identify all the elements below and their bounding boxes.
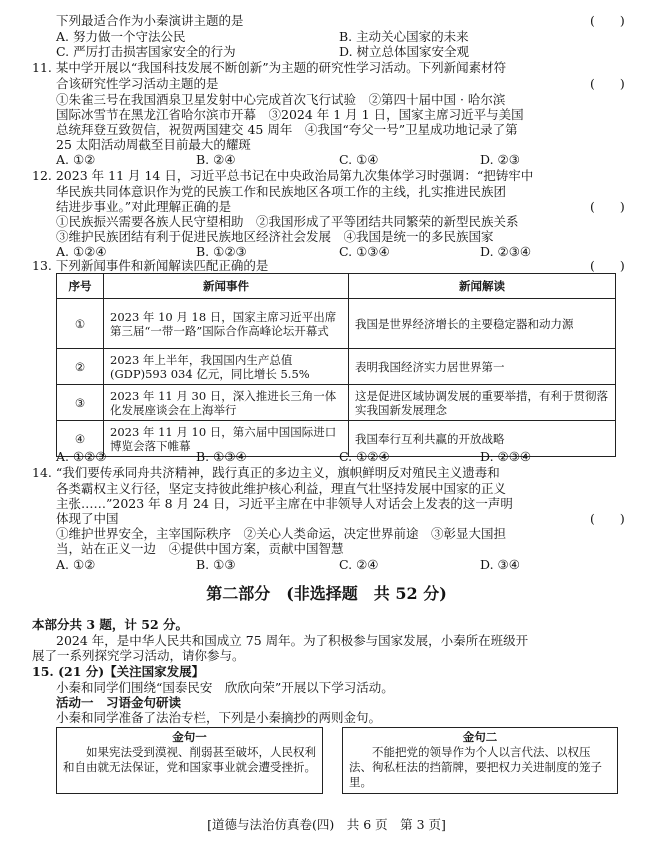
q10-paren: ( ) (590, 13, 625, 28)
q10-option-d: D. 树立总体国家安全观 (339, 44, 470, 59)
q11-line: 11. 某中学开展以“我国科技发展不断创新”为主题的研究性学习活动。下列新闻素材符 (32, 60, 507, 75)
q15-heading: 15. (21 分)【关注国家发展】 (32, 664, 205, 679)
row-number: ③ (57, 385, 104, 421)
q13-stem: 13. 下列新闻事件和新闻解读匹配正确的是 (32, 258, 269, 273)
column-header: 序号 (57, 274, 104, 299)
news-interpretation: 这是促进区域协调发展的重要举措，有利于贯彻落实我国新发展理念 (349, 385, 616, 421)
section-note: 本部分共 3 题，计 52 分。 (32, 617, 189, 632)
quote-body: 如果宪法受到漠视、削弱甚至破坏，人民权利和自由就无法保证，党和国家事业就会遭受挫折。 (63, 745, 316, 774)
q14-line: 14. “我们要传承同舟共济精神，践行真正的多边主义，旗帜鲜明反对殖民主义遗毒和 (32, 465, 500, 480)
quote-title: 金句一 (172, 730, 207, 744)
row-number: ④ (57, 421, 104, 457)
q11-option-d: D. ②③ (480, 152, 520, 167)
q11-option-a: A. ①② (56, 152, 96, 167)
q13-paren: ( ) (590, 258, 625, 273)
news-table (56, 273, 616, 457)
q14-line: 当，站在正义一边 ④提供中国方案，贡献中国智慧 (56, 541, 344, 556)
news-interpretation: 我国奉行互利共赢的开放战略 (349, 421, 616, 457)
q14-line: 体现了中国 (56, 511, 119, 526)
table-row (57, 299, 616, 349)
q14-line: 主张……”2023 年 8 月 24 日，习近平主席在中非领导人对话会上发表的这一声明 (56, 496, 513, 511)
q14-line: ①维护世界安全，主宰国际秩序 ②关心人类命运，决定世界前途 ③彰显大国担 (56, 526, 507, 541)
q11-option-c: C. ①④ (339, 152, 379, 167)
q11-line: ①朱雀三号在我国酒泉卫星发射中心完成首次飞行试验 ②第四十届中国 · 哈尔滨 (56, 92, 506, 107)
column-header: 新闻解读 (349, 274, 616, 299)
q13-option-c: C. ①②④ (339, 449, 390, 464)
q12-option-d: D. ②③④ (480, 244, 532, 259)
q10-option-c: C. 严厉打击损害国家安全的行为 (56, 44, 236, 59)
q12-option-b: B. ①②③ (196, 244, 247, 259)
q12-line: ③维护民族团结有利于促进民族地区经济社会发展 ④我国是统一的多民族国家 (56, 229, 494, 244)
quote-title: 金句二 (462, 730, 498, 744)
row-number: ② (57, 349, 104, 385)
q15-line: 小秦和同学们围绕“国泰民安 欣欣向荣”开展以下学习活动。 (56, 680, 394, 695)
news-event: 2023 年上半年，我国国内生产总值(GDP)593 034 亿元，同比增长 5.5% (104, 349, 349, 385)
activity-title: 活动一 习语金句研读 (56, 695, 182, 710)
q11-paren: ( ) (590, 76, 625, 91)
q14-option-b: B. ①③ (196, 557, 236, 572)
q11-line: 总统拜登互致贺信，祝贺两国建交 45 周年 ④我国“夸父一号”卫星成功地记录了第 (56, 122, 518, 137)
q12-line: ①民族振兴需要各族人民守望相助 ②我国形成了平等团结共同繁荣的新型民族关系 (56, 214, 519, 229)
quote-body: 不能把党的领导作为个人以言代法、以权压法、徇私枉法的挡箭牌，要把权力关进制度的笼子里。 (349, 745, 602, 789)
q13-option-a: A. ①②③ (56, 449, 107, 464)
column-header: 新闻事件 (104, 274, 349, 299)
q12-line: 华民族共同体意识作为党的民族工作和民族地区各项工作的主线，扎实推进民族团 (56, 184, 507, 199)
q13-option-d: D. ②③④ (480, 449, 532, 464)
q14-option-a: A. ①② (56, 557, 96, 572)
q12-option-c: C. ①③④ (339, 244, 390, 259)
q12-option-a: A. ①②④ (56, 244, 107, 259)
q10-option-b: B. 主动关心国家的未来 (339, 29, 469, 44)
q12-line: 12. 2023 年 11 月 14 日，习近平总书记在中央政治局第九次集体学习时强调：“把铸牢中 (32, 168, 534, 183)
intro-text: 2024 年，是中华人民共和国成立 75 周年。为了积极参与国家发展，小秦所在班级开 (56, 633, 529, 648)
page-footer: [道德与法治仿真卷(四) 共 6 页 第 3 页] (207, 817, 446, 832)
news-interpretation: 表明我国经济实力居世界第一 (349, 349, 616, 385)
q12-paren: ( ) (590, 199, 625, 214)
table-row (57, 349, 616, 385)
q10-stem: 下列最适合作为小秦演讲主题的是 (56, 13, 244, 28)
table-header-row (57, 274, 616, 299)
q11-line: 合该研究性学习活动主题的是 (56, 76, 219, 91)
q14-option-c: C. ②④ (339, 557, 379, 572)
quote-box-2 (342, 727, 618, 794)
q12-line: 结进步事业。”对此理解正确的是 (56, 199, 232, 214)
q14-line: 各类霸权主义行径，坚定支持彼此维护核心利益，理直气壮坚持发展中国家的正义 (56, 481, 507, 496)
q11-option-b: B. ②④ (196, 152, 236, 167)
table-row (57, 421, 616, 457)
news-event: 2023 年 11 月 10 日，第六届中国国际进口博览会落下帷幕 (104, 421, 349, 457)
q11-line: 国际冰雪节在黑龙江省哈尔滨市开幕 ③2024 年 1 月 1 日，国家主席习近平与美国 (56, 107, 524, 122)
quote-box-1 (56, 727, 323, 794)
news-event: 2023 年 10 月 18 日，国家主席习近平出席第三届“一带一路”国际合作高峰论坛开幕式 (104, 299, 349, 349)
q10-option-a: A. 努力做一个守法公民 (56, 29, 186, 44)
row-number: ① (57, 299, 104, 349)
news-interpretation: 我国是世界经济增长的主要稳定器和动力源 (349, 299, 616, 349)
news-event: 2023 年 11 月 30 日，深入推进长三角一体化发展座谈会在上海举行 (104, 385, 349, 421)
q14-option-d: D. ③④ (480, 557, 520, 572)
table-row (57, 385, 616, 421)
q14-paren: ( ) (590, 511, 625, 526)
intro-text: 展了一系列探究学习活动，请你参与。 (32, 648, 245, 663)
activity-description: 小秦和同学准备了法治专栏，下列是小秦摘抄的两则金句。 (56, 710, 382, 725)
q11-line: 25 太阳活动周截至目前最大的耀斑 (56, 137, 251, 152)
q13-option-b: B. ①③④ (196, 449, 247, 464)
section-title: 第二部分 (非选择题 共 52 分) (206, 584, 447, 603)
